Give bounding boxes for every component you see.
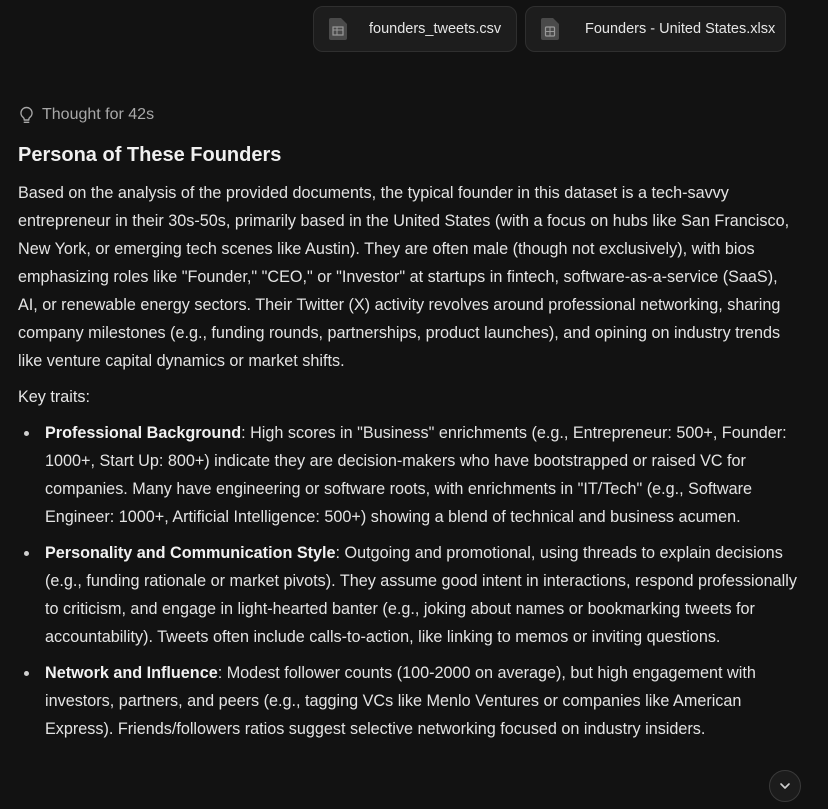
scroll-to-bottom-button[interactable] — [769, 770, 801, 802]
attachment-chip-xlsx[interactable] — [525, 6, 786, 52]
response-title: Persona of These Founders — [18, 144, 282, 166]
traits-list — [18, 419, 798, 743]
thought-toggle[interactable] — [18, 104, 154, 126]
trait-text: : Modest follower counts (100-2000 on average), but high engagement with investors, partners, and peers (e.g., tagging VCs like Menlo Ventures or companies like American Express). Friends/followers ratios suggest selective networking focused on industry insiders. — [45, 664, 756, 738]
trait-text: : High scores in "Business" enrichments (e.g., Entrepreneur: 500+, Founder: 1000+, Start Up: 800+) indicate they are decision-makers who have bootstrapped or raised VC for companies. Many have engineering or software roots, with enrichments in "IT/Tech" (e.g., Software Engineer: 1000+, Artificial Intelligence: 500+) showing a blend of technical and business acumen. — [45, 424, 787, 526]
bullet-dot — [24, 671, 29, 676]
trait-text: : Outgoing and promotional, using threads to explain decisions (e.g., funding rationale or market pivots). They assume good intent in interactions, respond professionally to criticism, and engage in light-hearted banter (e.g., joking about names or bookmarking tweets for accountability). Tweets often include calls-to-action, like linking to memos or inviting questions. — [45, 544, 797, 646]
intro-paragraph: Based on the analysis of the provided documents, the typical founder in this dataset is a tech-savvy entrepreneur in their 30s-50s, primarily based in the United States (with a focus on hubs like San Francisco, New York, or emerging tech scenes like Austin). They are often male (though not exclusively), with bios emphasizing roles like "Founder," "CEO," or "Investor" at startups in fintech, software-as-a-service (SaaS), AI, or renewable energy sectors. Their Twitter (X) activity revolves around professional networking, sharing company milestones (e.g., funding rounds, partnerships, product launches), and opining on industry trends like venture capital dynamics or market shifts. — [18, 184, 790, 370]
bullet-dot — [24, 551, 29, 556]
key-traits-label: Key traits: — [18, 388, 90, 406]
attachment-name: founders_tweets.csv — [369, 21, 502, 37]
trait-item — [18, 659, 798, 743]
lightbulb-icon — [18, 106, 35, 125]
trait-item — [18, 419, 798, 531]
bullet-dot — [24, 431, 29, 436]
trait-heading: Professional Background — [45, 424, 242, 442]
trait-item — [18, 539, 798, 651]
trait-heading: Personality and Communication Style — [45, 544, 336, 562]
response-body — [18, 141, 798, 751]
attachment-chip-csv[interactable] — [313, 6, 517, 52]
table-file-icon — [328, 18, 348, 40]
trait-heading: Network and Influence — [45, 664, 218, 682]
spreadsheet-file-icon — [540, 18, 560, 40]
chevron-down-icon — [778, 779, 792, 793]
attachment-name: Founders - United States.xlsx — [585, 21, 776, 37]
thought-label: Thought for 42s — [42, 106, 155, 123]
